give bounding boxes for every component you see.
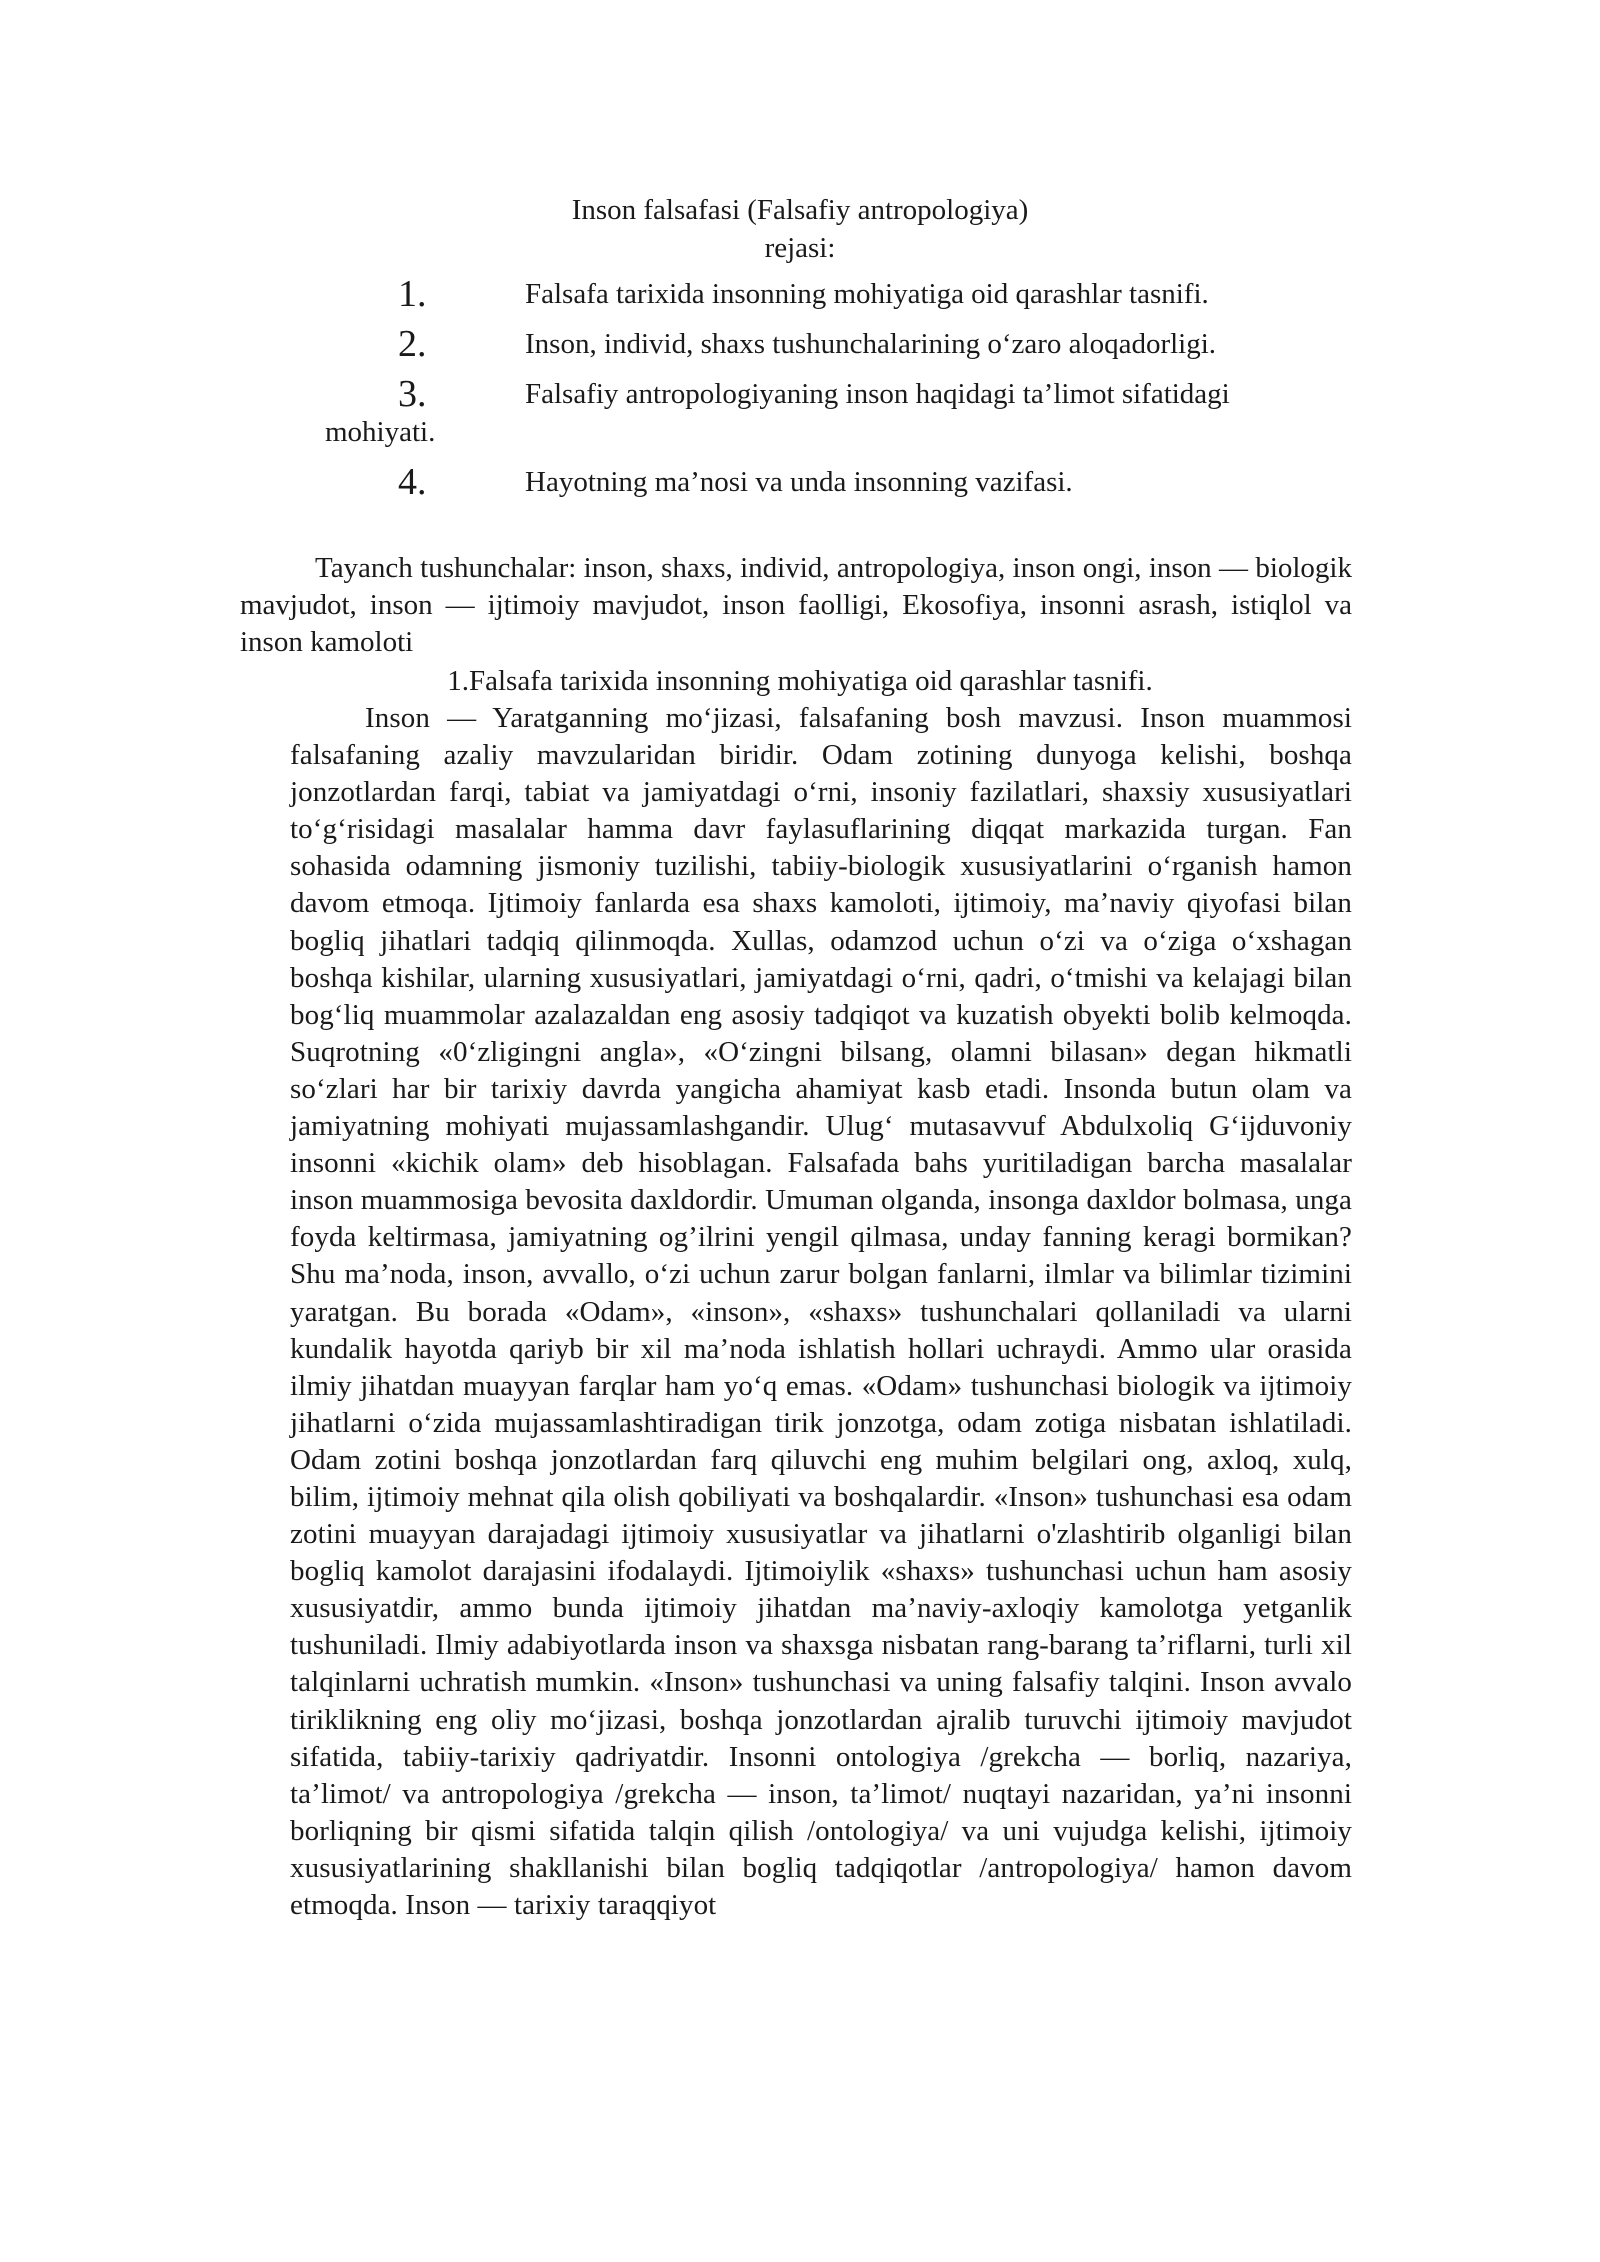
- plan-item-number: 2.: [398, 323, 427, 365]
- body-paragraph: Inson — Yaratganning mo‘jizasi, falsafaning bosh mavzusi. Inson muammosi falsafaning azaliy mavzularidan biridir. Odam zotining dunyoga kelishi, boshqa jonzotlardan farqi, tabiat va jamiyatdagi o‘rni, insoniy fazilatlari, shaxsiy xususiyatlari to‘g‘risidagi masalalar hamma davr faylasuflarining diqqat markazida turgan. Fan sohasida odamning jismoniy tuzilishi, tabiiy-biologik xususiyatlarini o‘rganish hamon davom etmoqa. Ijtimoiy fanlarda esa shaxs kamoloti, ijtimoiy, ma’naviy qiyofasi bilan bogliq jihatlari tadqiq qilinmoqda. Xullas, odamzod uchun o‘zi va o‘ziga o‘xshagan boshqa kishilar, ularning xususiyatlari, jamiyatdagi o‘rni, qadri, o‘tmishi va kelajagi bilan bog‘liq muammolar azalazaldan eng asosiy tadqiqot va kuzatish obyekti bolib kelmoqda. Suqrotning «0‘zligingni angla», «O‘zingni bilsang, olamni bilasan» degan hikmatli so‘zlari har bir tarixiy davrda yangicha ahamiyat kasb etadi. Insonda butun olam va jamiyatning mohiyati mujassamlashgandir. Ulug‘ mutasavvuf Abdulxoliq G‘ijduvoniy insonni «kichik olam» deb hisoblagan. Falsafada bahs yuritiladigan barcha masalalar inson muammosiga bevosita daxldordir. Umuman olganda, insonga daxldor bolmasa, unga foyda keltirmasa, jamiyatning og’ilrini yengil qilmasa, unday fanning keragi bormikan? Shu ma’noda, inson, avvallo, o‘zi uchun zarur bolgan fanlarni, ilmlar va bilimlar tizimini yaratgan. Bu borada «Odam», «inson», «shaxs» tushunchalari qollaniladi va ularni kundalik hayotda qariyb bir xil ma’noda ishlatish hollari uchraydi. Ammo ular orasida ilmiy jihatdan muayyan farqlar ham yo‘q emas. «Odam» tushunchasi biologik va ijtimoiy jihatlarni o‘zida mujassamlashtiradigan tirik jonzotga, odam zotiga nisbatan ishlatiladi. Odam zotini boshqa jonzotlardan farq qiluvchi eng muhim belgilari ong, axloq, xulq, bilim, ijtimoiy mehnat qila olish qobiliyati va boshqalardir. «Inson» tushunchasi esa odam zotini muayyan darajadagi ijtimoiy xususiyatlar va jihatlarni o'zlashtirib olganligi bilan bogliq kamolot darajasini ifodalaydi. Ijtimoiylik «shaxs» tushunchasi uchun ham asosiy xususiyatdir, ammo bunda ijtimoiy jihatdan ma’naviy-axloqiy kamolotga yetganlik tushuniladi. Ilmiy adabiyotlarda inson va shaxsga nisbatan rang-barang ta’riflarni, turli xil talqinlarni uchratish mumkin. «Inson» tushunchasi va uning falsafiy talqini. Inson avvalo tiriklikning eng oliy mo‘jizasi, boshqa jonzotlardan ajralib turuvchi ijtimoiy mavjudot sifatida, tabiiy-tarixiy qadriyatdir. Insonni ontologiya /grekcha — borliq, nazariya, ta’limot/ va antropologiya /grekcha — inson, ta’limot/ nuqtayi nazaridan, ya’ni insonni borliqning bir qismi sifatida talqin qilish /ontologiya/ va uni vujudga kelishi, ijtimoiy xususiyatlarining shakllanishi bilan bogliq tadqiqotlar /antropologiya/ hamon davom etmoqda. Inson — tarixiy taraqqiyot: [290, 702, 1352, 1921]
- plan-item-continuation: mohiyati.: [325, 416, 436, 448]
- plan-item-number: 1.: [398, 273, 427, 315]
- plan-item-text: Falsafiy antropologiyaning inson haqidagi ta’limot sifatidagi: [525, 378, 1230, 410]
- plan-item-text: Falsafa tarixida insonning mohiyatiga oid qarashlar tasnifi.: [525, 278, 1209, 310]
- key-concepts-paragraph: Tayanch tushunchalar: inson, shaxs, individ, antropologiya, inson ongi, inson — biologik mavjudot, inson — ijtimoiy mavjudot, inson faolligi, Ekosofiya, insonni asrash, istiqlol va inson kamoloti: [240, 552, 1352, 658]
- document-title: Inson falsafasi (Falsafiy antropologiya): [571, 194, 1029, 226]
- plan-item-text: Inson, individ, shaxs tushunchalarining o‘zaro aloqadorligi.: [525, 328, 1217, 360]
- plan-item: [0, 272, 1600, 320]
- section-title: 1.Falsafa tarixida insonning mohiyatiga oid qarashlar tasnifi.: [447, 665, 1153, 697]
- plan-item: [0, 460, 1600, 508]
- plan-item-text: Hayotning ma’nosi va unda insonning vazifasi.: [525, 466, 1073, 498]
- plan-item: [0, 322, 1600, 370]
- plan-heading: rejasi:: [764, 232, 836, 264]
- plan-item: [0, 372, 1600, 420]
- plan-item-number: 3.: [398, 373, 427, 415]
- plan-item-number: 4.: [398, 461, 427, 503]
